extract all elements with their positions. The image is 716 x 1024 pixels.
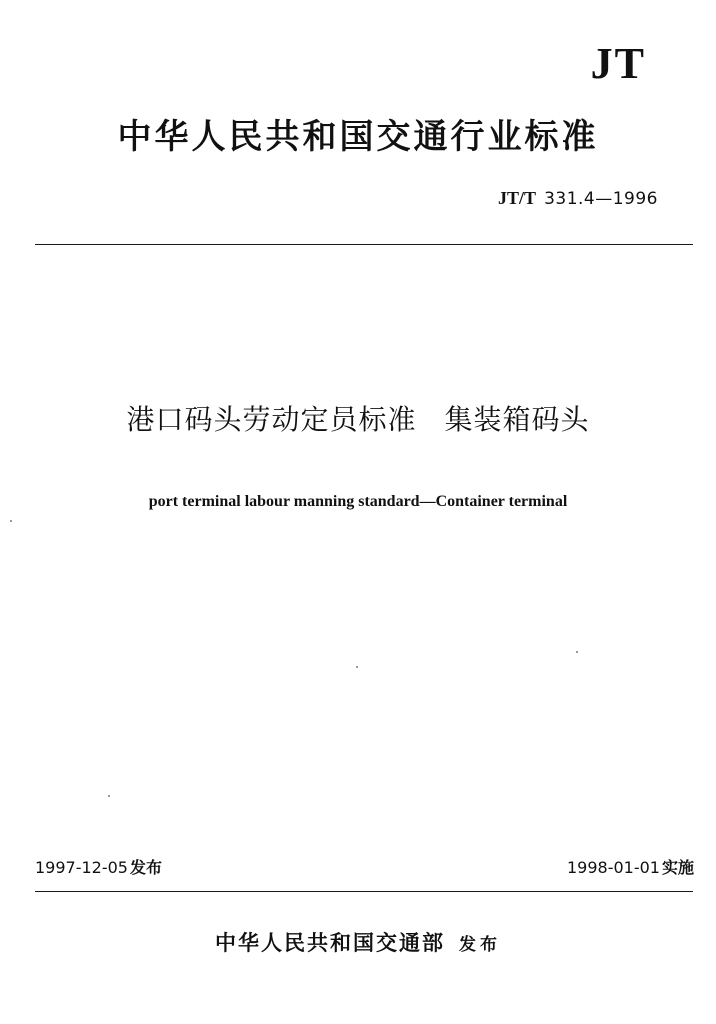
implementation-date [567,860,694,876]
standard-mark: JT [590,39,646,88]
standard-number [498,189,658,208]
title-sub: 集装箱码头 [444,403,590,436]
implementation-date-label: 实施 [661,858,694,877]
scan-speck [356,666,358,668]
bottom-divider [35,891,693,892]
issue-date [35,860,162,876]
document-title-english: port terminal labour manning standard—Container terminal [148,493,568,510]
issue-date-value: 1997-12-05 [35,858,128,877]
publisher-name: 中华人民共和国交通部 [215,930,445,955]
scan-speck [10,520,12,522]
publisher-label: 发布 [459,935,501,955]
standard-prefix: JT/T [498,188,537,208]
publisher [0,932,716,954]
header-title: 中华人民共和国交通行业标准 [117,117,599,157]
issue-date-label: 发布 [129,858,162,877]
title-main: 港口码头劳动定员标准 [126,403,417,436]
scan-speck [576,651,578,653]
standard-code: 331.4—1996 [544,189,658,209]
implementation-date-value: 1998-01-01 [567,858,660,877]
scan-speck [108,795,110,797]
top-divider [35,244,693,245]
document-title-chinese [0,403,716,436]
